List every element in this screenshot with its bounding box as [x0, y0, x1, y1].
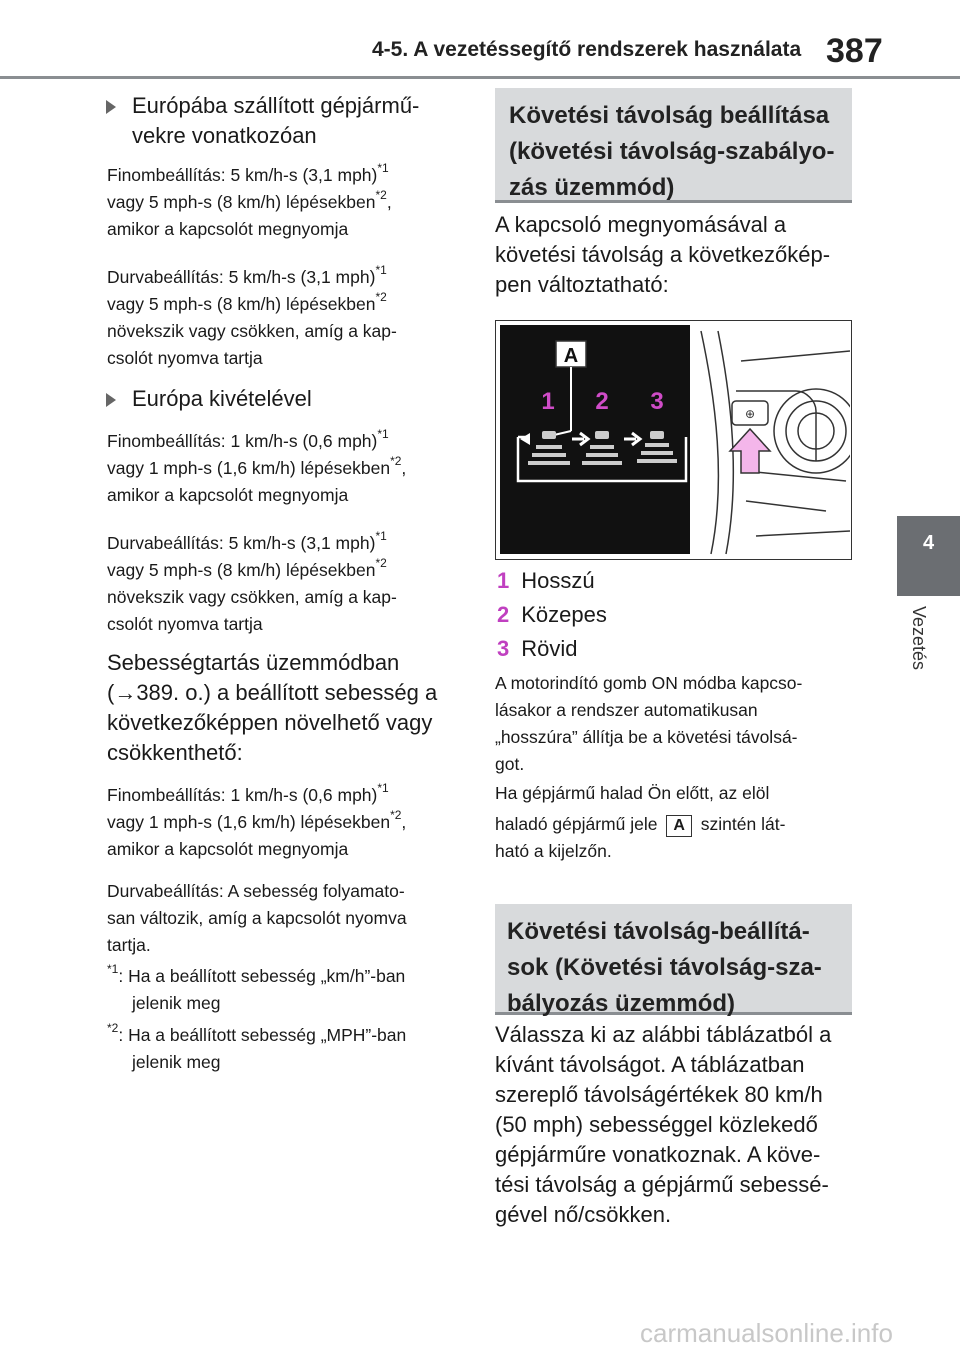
bullet-line: Európa kivételével	[132, 386, 312, 411]
section-heading-2: Követési távolság-beállítá- sok (Követési távolság-sza- bályozás üzemmód)	[495, 904, 852, 1015]
press-arrow-icon	[730, 429, 770, 473]
figure-num-3: 3	[650, 388, 664, 415]
chapter-tab-number: 4	[922, 532, 935, 554]
chapter-tab-label	[895, 606, 931, 696]
list-item-long: 1 Hosszú	[497, 568, 595, 593]
outro-paragraph: Válassza ki az alábbi táblázatból a kívánt távolságot. A táblázatban szereplő távolságértékek 80 km/h (50 mph) sebességgel közlekedő gépjárműre vonatkoznak. A köve- tési távolság a gépjármű sebessé- gével nő/csökken.	[495, 1022, 832, 1227]
label-a-text: A	[563, 345, 579, 367]
fine-setting-europe: Finombeállítás: 5 km/h-s (3,1 mph)$^{*1}$ vagy 5 mph-s (8 km/h) lépésekben$^{*2}$, amikor a kapcsolót megnyomja	[107, 161, 392, 239]
page-number: 387	[826, 32, 883, 70]
coarse-setting-europe: Durvabeállítás: 5 km/h-s (3,1 mph)$^{*1}$ vagy 5 mph-s (8 km/h) lépésekben$^{*2}$ növekszik vagy csökken, amíg a kap- csolót nyomva tartja	[107, 263, 397, 368]
footnote-2: $^{*2}$: Ha a beállított sebesség „MPH”-ban jelenik meg	[107, 1021, 407, 1072]
bullet-line: vekre vonatkozóan	[132, 123, 317, 148]
bullet-non-europe	[132, 384, 312, 414]
speed-control-paragraph: Sebességtartás üzemmódban (→389. o.) a beállított sebesség a következőképpen növelhető vagy csökkenthető:	[107, 650, 438, 765]
section-heading-1: Követési távolság beállítása (követési távolság-szabályo- zás üzemmód)	[495, 88, 852, 203]
watermark: carmanualsonline.info	[640, 1318, 893, 1348]
figure-num-2: 2	[595, 388, 609, 415]
list-item-medium: 2 Közepes	[497, 602, 607, 627]
fine-setting-speed: Finombeállítás: 1 km/h-s (0,6 mph)$^{*1}$ vagy 1 mph-s (1,6 km/h) lépésekben$^{*2}$, amikor a kapcsolót megnyomja	[107, 781, 407, 859]
bullet-triangle-icon	[106, 393, 116, 407]
coarse-setting-non-europe: Durvabeállítás: 5 km/h-s (3,1 mph)$^{*1}$ vagy 5 mph-s (8 km/h) lépésekben$^{*2}$ növekszik vagy csökken, amíg a kap- csolót nyomva tartja	[107, 529, 397, 634]
chapter-tab	[897, 516, 960, 596]
chapter-tab-label-text: Vezetés	[909, 606, 929, 671]
note-default-distance: A motorindító gomb ON módba kapcso- lásakor a rendszer automatikusan „hosszúra” állítja be a követési távolsá- got.	[495, 673, 803, 774]
page-reference-link[interactable]: (→389. o.) a beállított sebesség a	[107, 680, 438, 705]
note-vehicle-ahead: Ha gépjármű halad Ön előtt, az elöl haladó gépjármű jele A szintén lát- ható a kijelzőn.	[495, 783, 786, 861]
fine-setting-non-europe: Finombeállítás: 1 km/h-s (0,6 mph)$^{*1}$ vagy 1 mph-s (1,6 km/h) lépésekben$^{*2}$, amikor a kapcsolót megnyomja	[107, 427, 407, 505]
intro-paragraph: A kapcsoló megnyomásával a követési távolság a következőkép- pen változtatható:	[495, 212, 831, 297]
figure-svg	[496, 321, 850, 558]
list-item-short: 3 Rövid	[497, 636, 578, 661]
bullet-line: Európába szállított gépjármű-	[132, 93, 420, 118]
page-header-title: 4-5. A vezetéssegítő rendszerek használata	[372, 38, 802, 61]
distance-switch-figure	[495, 320, 852, 560]
footnote-1: $^{*1}$: Ha a beállított sebesség „km/h”-ban jelenik meg	[107, 962, 406, 1013]
coarse-setting-speed: Durvabeállítás: A sebesség folyamato- san változik, amíg a kapcsolót nyomva tartja.	[107, 881, 407, 955]
header-rule	[0, 76, 960, 79]
bullet-europe	[132, 91, 419, 151]
label-a-badge: A	[666, 815, 692, 837]
bullet-triangle-icon	[106, 100, 116, 114]
steering-wheel-drawing	[701, 331, 850, 554]
distance-switch-icon: ⊕	[744, 407, 756, 421]
figure-num-1: 1	[541, 388, 555, 415]
